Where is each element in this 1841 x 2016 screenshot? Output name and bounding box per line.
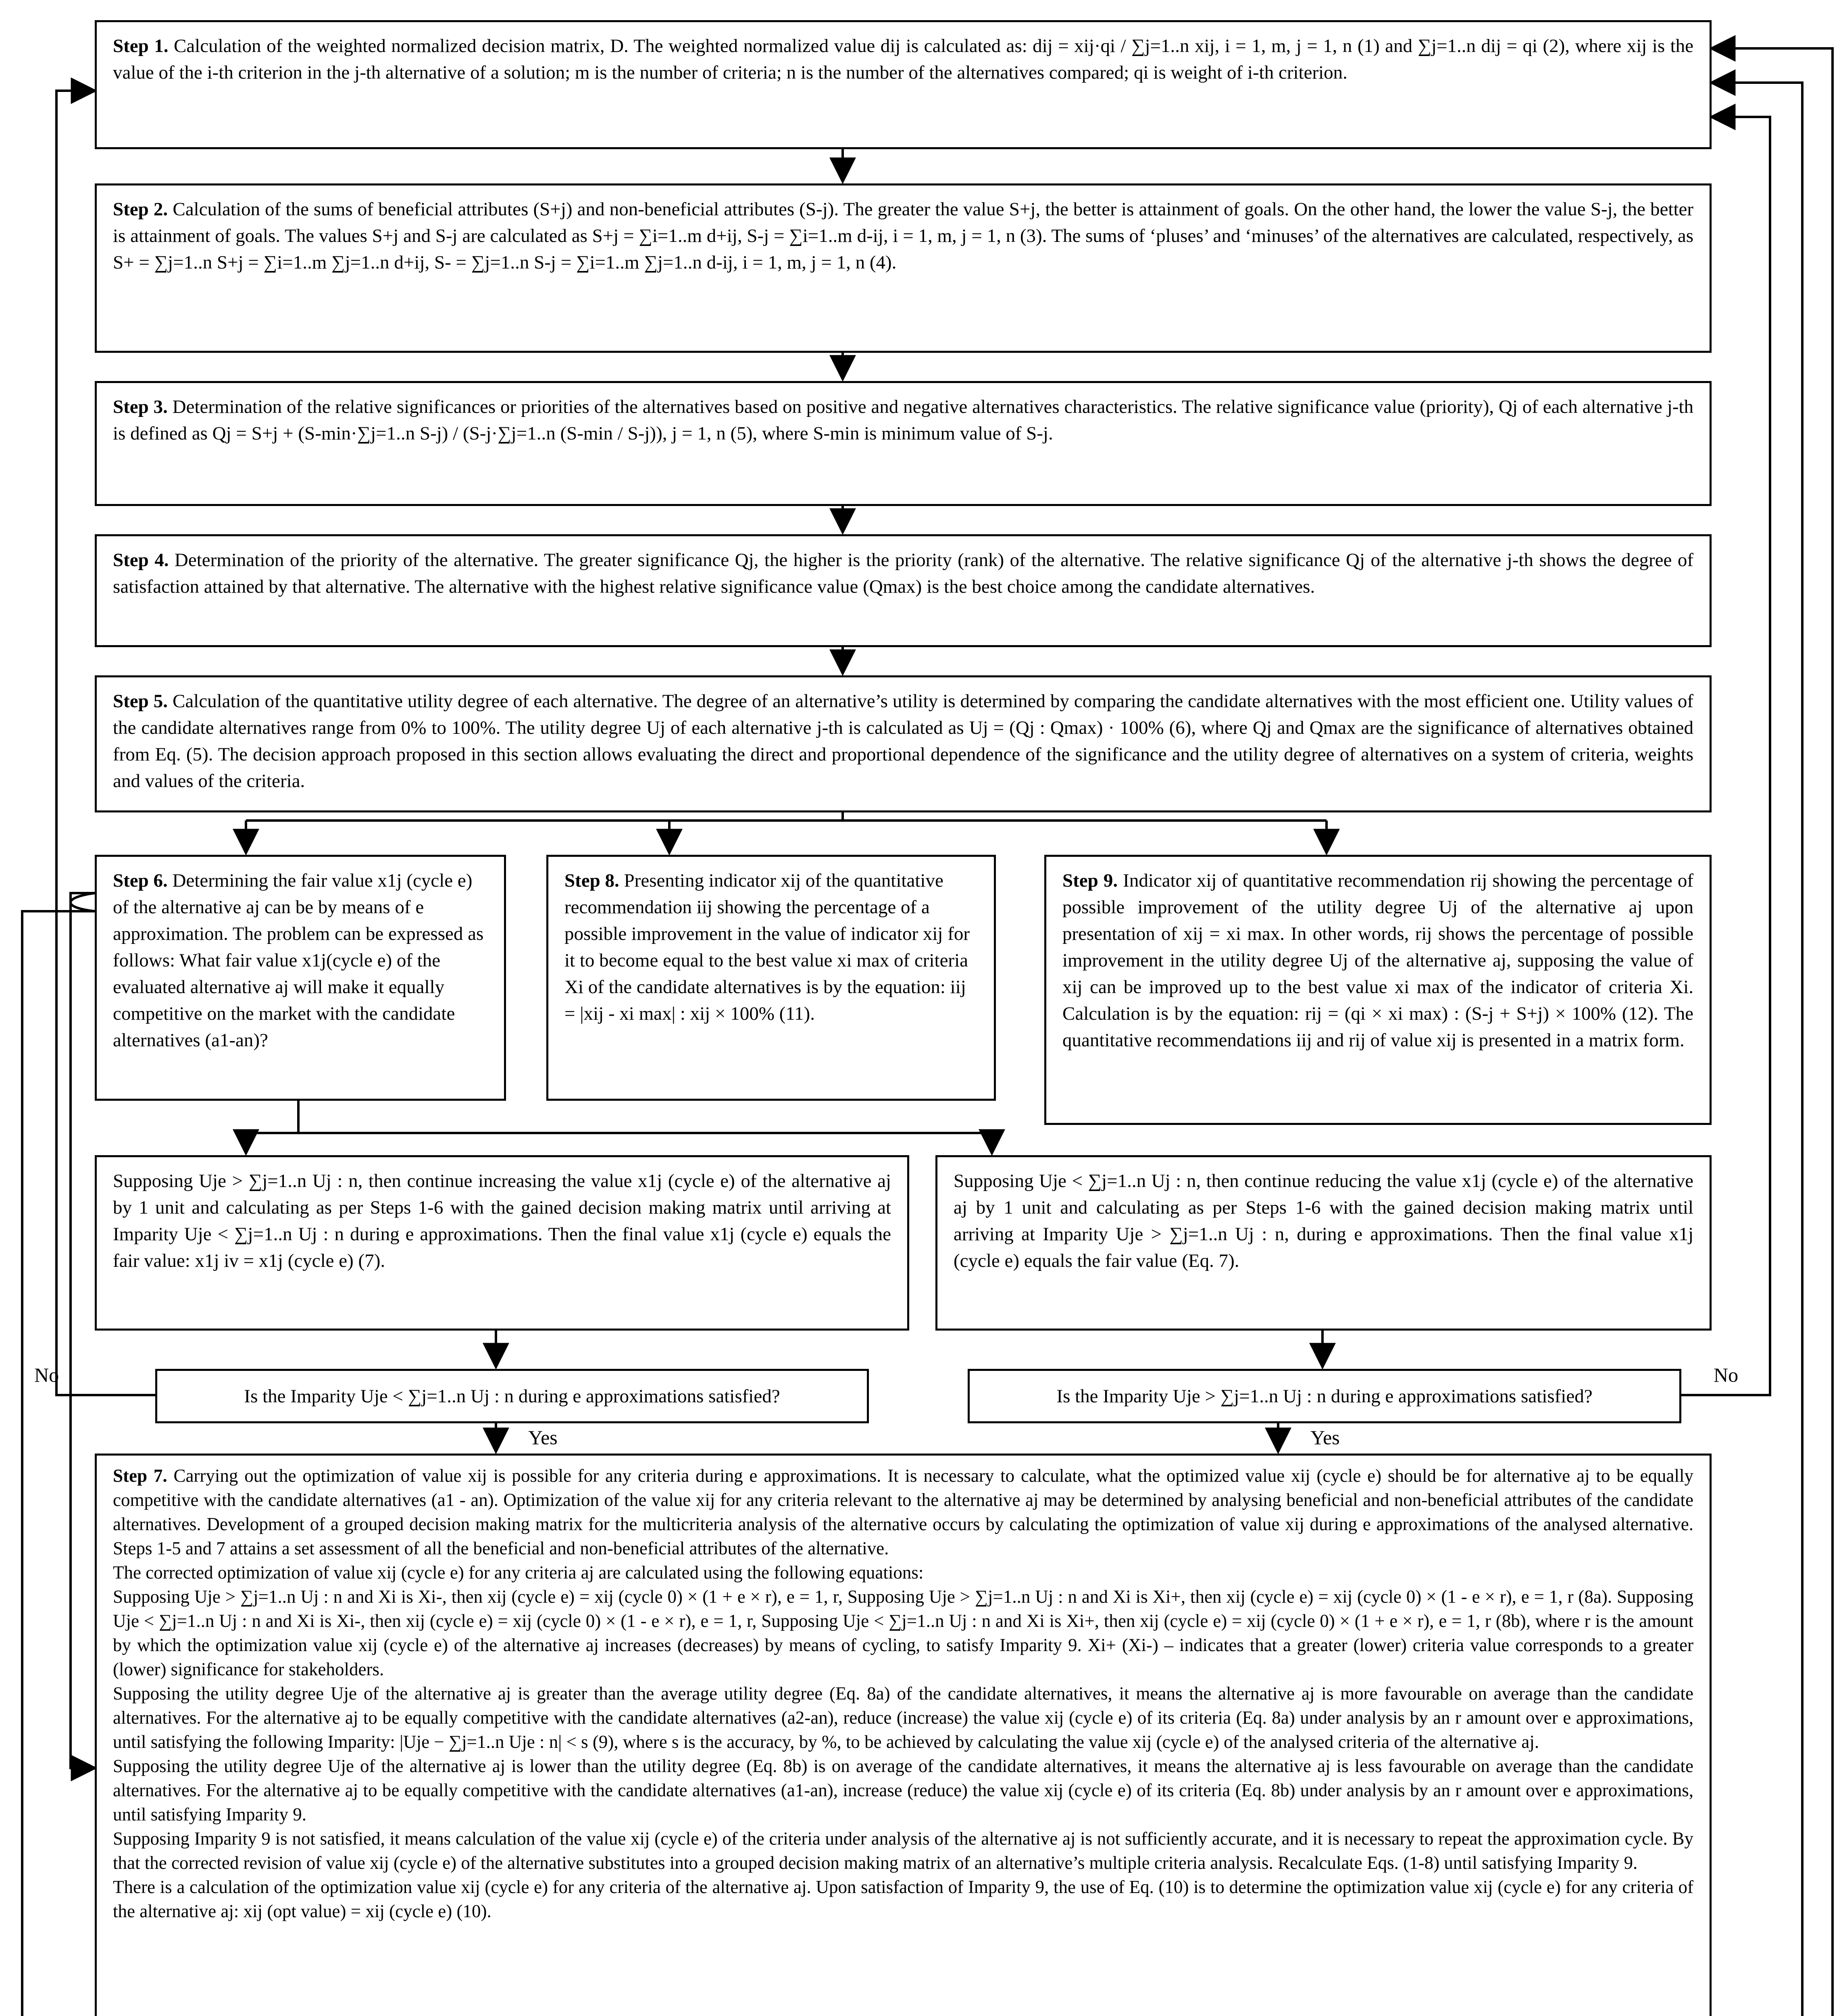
step6-box [95, 855, 506, 1101]
step2-text: Calculation of the sums of beneficial attributes (S+j) and non-beneficial attributes (S-j). The greater the value S+j, the better is attainment of goals. On the other hand, the lower the value S-j, the better is attainment of goals. The values S+j and S-j are calculated as S+j = ∑i=1..m d+ij, S-j = ∑i=1..m d-ij, i = 1, m, j = 1, n (3). The sums of ‘pluses’ and ‘minuses’ of the alternatives are calculated, respectively, as S+ = ∑j=1..n S+j = ∑i=1..m ∑j=1..n d+ij, S- = ∑j=1..n S-j = ∑i=1..m ∑j=1..n d-ij, i = 1, m, j = 1, n (4). [113, 199, 1694, 273]
step5-title: Step 5. [113, 691, 168, 712]
step7-paragraph-7: There is a calculation of the optimization value xij (cycle e) for any criteria of the alternative aj. Upon satisfaction of Imparity 9, the use of Eq. (10) is to determine the optimization value xij (cycle e) for any criteria of the alternative aj: xij (opt value) = xij (cycle e) (10). [113, 1877, 1693, 1921]
step6-text: Determining the fair value x1j (cycle e) of the alternative aj can be by means of e approximation. The problem can be expressed as follows: What fair value x1j(cycle e) of the evaluated alternative aj will make it equally competitive on the market with the candidate alternatives (a1-an)? [113, 870, 484, 1051]
decision-right-box [968, 1369, 1681, 1423]
step8-box [546, 855, 996, 1101]
step5-text: Calculation of the quantitative utility degree of each alternative. The degree of an alternative’s utility is determined by comparing the candidate alternatives with the most efficient one. Utility values of the candidate alternatives range from 0% to 100%. The utility degree Uj of each alternative j-th is calculated as Uj = (Qj : Qmax) · 100% (6), where Qj and Qmax are the significance of alternatives obtained from Eq. (5). The decision approach proposed in this section allows evaluating the direct and proportional dependence of the significance and the utility degree of alternatives on a system of criteria, weights and values of the criteria. [113, 691, 1694, 791]
step2-box [95, 183, 1712, 353]
step4-title: Step 4. [113, 550, 169, 571]
decision-left-box [155, 1369, 869, 1423]
step4-text: Determination of the priority of the alternative. The greater significance Qj, the higher is the priority (rank) of the alternative. The relative significance Qj of the alternative j-th shows the degree of satisfaction attained by that alternative. The alternative with the highest relative significance value (Qmax) is the best choice among the candidate alternatives. [113, 550, 1693, 597]
step7-paragraph-1: Step 7. Carrying out the optimization of value xij is possible for any criteria during e approximations. It is necessary to calculate, what the optimized value xij (cycle e) should be for alternative aj to be equally competitive with the candidate alternatives (a1 - an). Optimization of the value xij for any criteria relevant to the alternative aj may be determined by analysing beneficial and non-beneficial attributes of the candidate alternatives. Development of a grouped decision making matrix for the multicriteria analysis of the alternative occurs by calculating the optimization of value xij during e approximations of the analysed alternative. Steps 1-5 and 7 attains a set assessment of all the beneficial and non-beneficial attributes of the alternative. [113, 1466, 1694, 1558]
step1-text: Calculation of the weighted normalized decision matrix, D. The weighted normalized value dij is calculated as: dij = xij·qi / ∑j=1..n xij, i = 1, m, j = 1, n (1) and ∑j=1..n dij = qi (2), where xij is the value of the i-th criterion in the j-th alternative of a solution; m is the number of criteria; n is the number of the alternatives compared; qi is weight of i-th criterion. [113, 35, 1693, 83]
step9-title: Step 9. [1062, 870, 1118, 891]
step1-box [95, 20, 1712, 149]
suppose-less-box [935, 1155, 1712, 1331]
step3-box [95, 381, 1712, 506]
step6-title: Step 6. [113, 870, 168, 891]
step9-text: Indicator xij of quantitative recommendation rij showing the percentage of possible improvement of the utility degree Uj of the alternative aj upon presentation of xij = xi max. In other words, rij shows the percentage of possible improvement in the utility degree Uj of the alternative aj, supposing the value of xij can be improved up to the best value xi max of the indicator of criteria Xi. Calculation is by the equation: rij = (qi × xi max) : (S-j + S+j) × 100% (12). The quantitative recommendations iij and rij of value xij is presented in a matrix form. [1062, 870, 1693, 1051]
decision-right-text: Is the Imparity Uje > ∑j=1..n Uj : n during e approximations satisfied? [1056, 1385, 1593, 1407]
suppose-greater-text: Supposing Uje > ∑j=1..n Uj : n, then continue increasing the value x1j (cycle e) of the alternative aj by 1 unit and calculating as per Steps 1-6 with the gained decision making matrix until arriving at Imparity Uje < ∑j=1..n Uj : n during e approximations. Then the final value x1j (cycle e) equals the fair value: x1j iv = x1j (cycle e) (7). [113, 1170, 891, 1271]
label-no-right: No [1714, 1364, 1739, 1386]
step7-paragraph-3: Supposing Uje > ∑j=1..n Uj : n and Xi is Xi-, then xij (cycle e) = xij (cycle 0) × (1 + e × r), e = 1, r, Supposing Uje > ∑j=1..n Uj : n and Xi is Xi+, then xij (cycle e) = xij (cycle 0) × (1 - e × r), e = 1, r (8a). Supposing Uje < ∑j=1..n Uj : n and Xi is Xi-, then xij (cycle e) = xij (cycle 0) × (1 - e × r), e = 1, r, Supposing Uje < ∑j=1..n Uj : n and Xi is Xi+, then xij (cycle e) = xij (cycle 0) × (1 + e × r), e = 1, r (8b), where r is the amount by which the optimization value xij (cycle e) of the alternative aj increases (decreases) by means of cycling, to satisfy Imparity 9. Xi+ (Xi-) – indicates that a greater (lower) criteria value corresponds to a greater (lower) significance for stakeholders. [113, 1587, 1693, 1679]
step7-paragraph-2: The corrected optimization of value xij (cycle e) for any criteria aj are calculated using the following equations: [113, 1562, 924, 1583]
label-yes-right: Yes [1310, 1426, 1340, 1449]
label-no-left: No [34, 1364, 59, 1386]
step3-title: Step 3. [113, 396, 168, 417]
step9-box [1044, 855, 1712, 1125]
arrow-step6-loop-step7 [71, 893, 95, 1768]
step7-box [95, 1454, 1712, 2016]
step8-title: Step 8. [564, 870, 619, 891]
step2-title: Step 2. [113, 199, 168, 220]
step1-title: Step 1. [113, 35, 169, 56]
step7-title: Step 7. [113, 1466, 167, 1486]
step7-paragraph-6: Supposing Imparity 9 is not satisfied, it means calculation of the value xij (cycle e) of the criteria under analysis of the alternative aj is not sufficiently accurate, and it is necessary to repeat the approximation cycle. By that the corrected revision of value xij (cycle e) of the alternative substitutes into a grouped decision making matrix of an alternative’s multiple criteria analysis. Recalculate Eqs. (1-8) until satisfying Imparity 9. [113, 1829, 1693, 1873]
arrow-step6-loop-step10 [22, 911, 95, 2016]
step8-text: Presenting indicator xij of the quantitative recommendation iij showing the percentage of a possible improvement in the value of indicator xij for it to become equal to the best value xi max of criteria Xi of the candidate alternatives is by the equation: iij = |xij - xi max| : xij × 100% (11). [564, 870, 970, 1024]
step4-box [95, 534, 1712, 647]
step7-paragraph-5: Supposing the utility degree Uje of the alternative aj is lower than the utility degree (Eq. 8b) is on average of the candidate alternatives, it means the alternative aj is less favourable on average than the candidate alternatives. For the alternative aj to be equally competitive with the candidate alternatives (a1-an), increase (reduce) the value xij (cycle e) of its criteria (Eq. 8b) under analysis by an r amount over e approximations, until satisfying Imparity 9. [113, 1756, 1693, 1824]
step5-box [95, 675, 1712, 812]
step3-text: Determination of the relative significances or priorities of the alternatives based on positive and negative alternatives characteristics. The relative significance value (priority), Qj of each alternative j-th is defined as Qj = S+j + (S-min·∑j=1..n S-j) / (S-j·∑j=1..n (S-min / S-j)), j = 1, n (5), where S-min is minimum value of S-j. [113, 396, 1693, 444]
decision-left-text: Is the Imparity Uje < ∑j=1..n Uj : n during e approximations satisfied? [244, 1385, 780, 1407]
line-step6-left-bracket [71, 893, 95, 911]
step7-paragraph-4: Supposing the utility degree Uje of the alternative aj is greater than the average utility degree (Eq. 8a) of the candidate alternatives, it means the alternative aj is more favourable on average than the candidate alternatives. For the alternative aj to be equally competitive with the candidate alternatives (a2-an), reduce (increase) the value xij (cycle e) of its criteria (Eq. 8a) under analysis by an r amount over e approximations, until satisfying the following Imparity: |Uje − ∑j=1..n Uje : n| < s (9), where s is the accuracy, by %, to be achieved by calculating the value xij (cycle e) of the analysed criteria of the alternative aj. [113, 1683, 1693, 1752]
label-yes-left: Yes [528, 1426, 558, 1449]
suppose-greater-box [95, 1155, 909, 1331]
suppose-less-text: Supposing Uje < ∑j=1..n Uj : n, then continue reducing the value x1j (cycle e) of the alternative aj by 1 unit and calculating as per Steps 1-6 with the gained decision making matrix until arriving at Imparity Uje > ∑j=1..n Uj : n, during e approximations. Then the final value x1j (cycle e) equals the fair value (Eq. 7). [954, 1170, 1693, 1271]
